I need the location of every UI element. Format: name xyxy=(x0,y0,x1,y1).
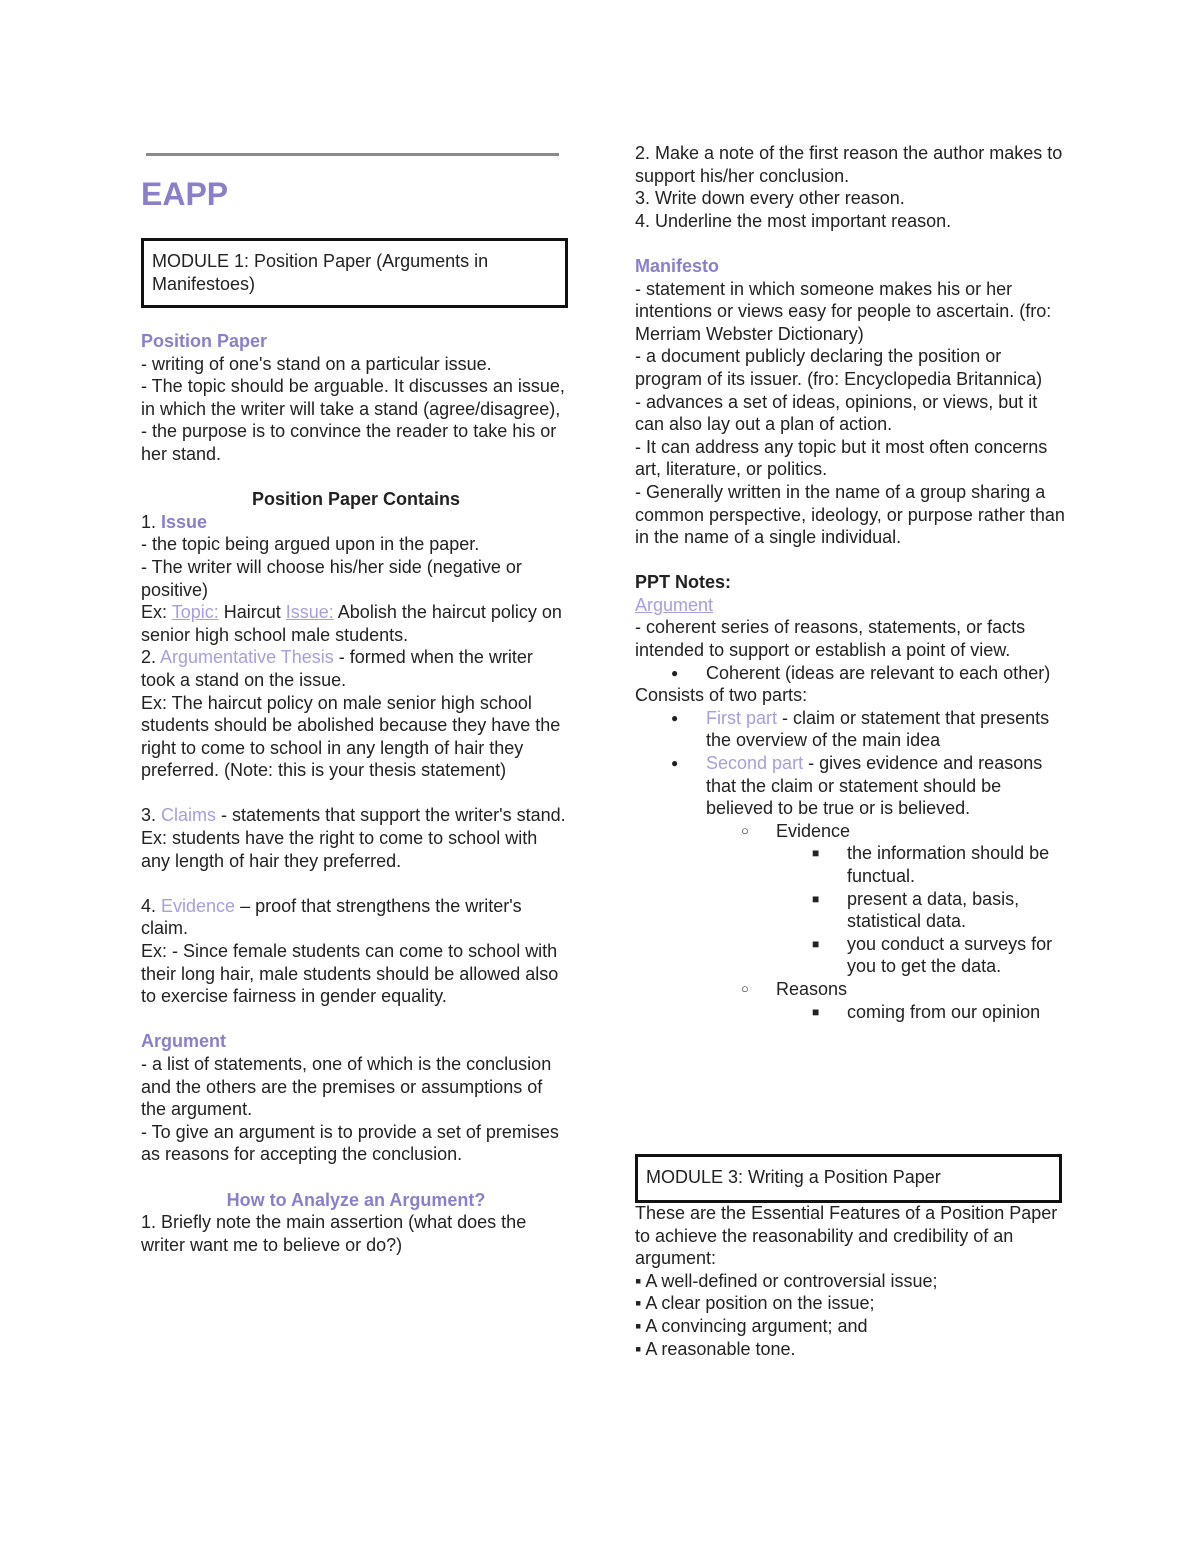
list-item: ■ present a data, basis, statistical data. xyxy=(635,888,1065,933)
analyze-step: 1. Briefly note the main assertion (what does the writer want me to believe or do?) xyxy=(141,1212,527,1255)
manifesto-line: - It can address any topic but it most often concerns art, literature, or politics. xyxy=(635,436,1048,480)
analyze-step: 2. Make a note of the first reason the author makes to support his/her conclusion. xyxy=(635,143,1063,186)
list-item-evidence: ○ Evidence xyxy=(635,820,1065,843)
thesis-heading: 2. Argumentative Thesis - formed when the writer took a stand on the issue. xyxy=(141,647,533,690)
argument-definition: - coherent series of reasons, statements, or facts intended to support or establish a point of view. xyxy=(635,617,1026,661)
features-intro: These are the Essential Features of a Position Paper to achieve the reasonability and credibility of an argument: xyxy=(635,1203,1058,1269)
right-column xyxy=(635,142,1065,1023)
document-title: EAPP xyxy=(141,176,229,212)
list-item-first-part: ● First part - claim or statement that presents the overview of the main idea xyxy=(635,707,1065,752)
feature-item: ▪ A clear position on the issue; xyxy=(635,1293,875,1314)
features-section xyxy=(635,1202,1065,1360)
top-rule xyxy=(146,153,559,156)
coherent-list xyxy=(635,662,1065,685)
parts-list xyxy=(635,707,1065,1023)
list-item-reasons: ○ Reasons xyxy=(635,978,1065,1001)
claims-heading: 3. Claims - statements that support the writer's stand. xyxy=(141,805,566,826)
argument-line: - To give an argument is to provide a set of premises as reasons for accepting the conclusion. xyxy=(141,1121,559,1165)
manifesto-line: - Generally written in the name of a group sharing a common perspective, ideology, or purpose rather than in the name of a single individual. xyxy=(635,481,1065,548)
feature-item: ▪ A reasonable tone. xyxy=(635,1338,796,1359)
ppt-notes-heading: PPT Notes: xyxy=(635,572,732,593)
position-paper-heading: Position Paper xyxy=(141,331,268,351)
evidence-example: Ex: - Since female students can come to school with their long hair, male students should be allowed also to exercise fairness in gender equality. xyxy=(141,941,559,1007)
issue-heading: 1. Issue xyxy=(141,511,208,532)
position-paper-line: - The topic should be arguable. It discusses an issue, in which the writer will take a stand (agree/disagree), xyxy=(141,376,565,419)
claims-example: Ex: students have the right to come to school with any length of hair they preferred. xyxy=(141,828,538,871)
feature-item: ▪ A well-defined or controversial issue; xyxy=(635,1270,938,1291)
list-item: ■ coming from our opinion xyxy=(635,1001,1065,1024)
argument-link[interactable]: Argument xyxy=(635,594,714,615)
manifesto-line: - statement in which someone makes his or her intentions or views easy for people to ascertain. (fro: Merriam Webster Dictionary) xyxy=(635,278,1052,344)
analyze-step: 3. Write down every other reason. xyxy=(635,188,905,209)
analyze-heading: How to Analyze an Argument? xyxy=(226,1189,486,1210)
issue-line: - The writer will choose his/her side (negative or positive) xyxy=(141,556,522,600)
manifesto-line: - advances a set of ideas, opinions, or views, but it can also lay out a plan of action. xyxy=(635,391,1038,435)
consists-text: Consists of two parts: xyxy=(635,685,808,706)
list-item: ■ the information should be functual. xyxy=(635,842,1065,887)
module-1-box: MODULE 1: Position Paper (Arguments in Manifestoes) xyxy=(141,238,568,308)
contains-heading: Position Paper Contains xyxy=(251,489,461,510)
analyze-step: 4. Underline the most important reason. xyxy=(635,210,952,231)
evidence-heading: 4. Evidence – proof that strengthens the writer's claim. xyxy=(141,895,522,939)
list-item: ■ you conduct a surveys for you to get the data. xyxy=(635,933,1065,978)
topic-link[interactable]: Topic: xyxy=(171,602,219,623)
position-paper-line: - writing of one's stand on a particular issue. xyxy=(141,353,492,374)
issue-example: Ex: Topic: Haircut Issue: Abolish the haircut policy on senior high school male students. xyxy=(141,602,562,645)
module-3-box: MODULE 3: Writing a Position Paper xyxy=(635,1154,1062,1203)
position-paper-line: - the purpose is to convince the reader to take his or her stand. xyxy=(141,421,557,464)
argument-line: - a list of statements, one of which is the conclusion and the others are the premises or assumptions of the argument. xyxy=(141,1054,552,1120)
issue-line: - the topic being argued upon in the paper. xyxy=(141,534,480,555)
manifesto-line: - a document publicly declaring the position or program of its issuer. (fro: Encyclopedia Britannica) xyxy=(635,346,1043,389)
issue-link[interactable]: Issue: xyxy=(285,602,334,623)
left-column xyxy=(141,330,571,1256)
thesis-example: Ex: The haircut policy on male senior high school students should be abolished because they have the right to come to school in any length of hair they preferred. (Note: this is your thesis statement) xyxy=(141,692,561,781)
argument-heading: Argument xyxy=(141,1031,226,1052)
list-item-second-part: ● Second part - gives evidence and reasons that the claim or statement should be believed to be true or is believed. xyxy=(635,752,1065,820)
manifesto-heading: Manifesto xyxy=(635,255,720,276)
list-item: ● Coherent (ideas are relevant to each other) xyxy=(635,662,1065,685)
feature-item: ▪ A convincing argument; and xyxy=(635,1315,868,1336)
